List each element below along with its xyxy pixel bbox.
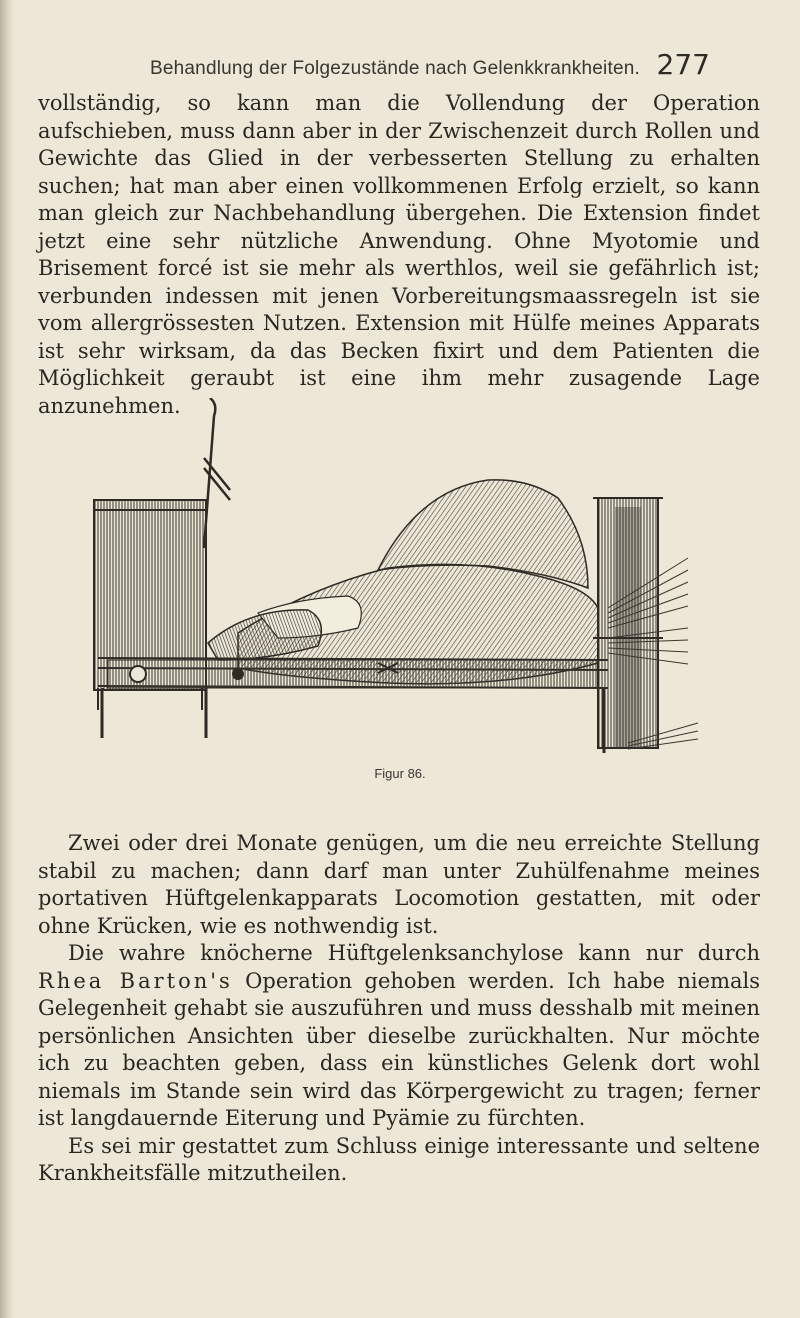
paragraph: Es sei mir gestattet zum Schluss einige interessante und seltene Krankheitsfälle mitzutheilen.: [38, 1133, 760, 1185]
figure-illustration: [88, 398, 708, 766]
paragraph: Zwei oder drei Monate genügen, um die neu erreichte Stellung stabil zu machen; dann darf man unter Zuhülfenahme meines portativen Hüftgelenkapparats Locomotion gestatten, mit oder ohne Krücken, wie es nothwendig ist.: [38, 831, 760, 938]
running-head: Behandlung der Folgezustände nach Gelenkkrankheiten.: [150, 58, 640, 79]
side-rail: [98, 658, 608, 688]
page-edge-shadow: [0, 0, 14, 1318]
paragraph: vollständig, so kann man die Vollendung der Operation aufschieben, muss dann aber in der Zwischenzeit durch Rollen und Gewichte das Glied in der verbesserten Stellung zu erhalten suchen; hat man aber einen vollkommenen Erfolg erzielt, so kann man gleich zur Nachbehandlung übergehen. Die Extension findet jetzt eine sehr nützliche Anwendung. Ohne Myotomie und Brisement forcé ist sie mehr als werthlos, weil sie gefährlich ist; verbunden indessen mit jenen Vorbereitungsmaassregeln ist sie vom allergrössesten Nutzen. Extension mit Hülfe meines Apparats ist sehr wirksam, da das Becken fixirt und dem Patienten die Möglichkeit geraubt ist eine ihm mehr zusagende Lage anzunehmen.: [38, 91, 760, 418]
paragraph: [38, 940, 760, 1133]
bed-legs: [102, 688, 604, 753]
page-number: 277: [656, 48, 710, 81]
text-run: Die wahre knöcherne Hüftgelenksanchylose kann nur durch: [68, 941, 760, 965]
blanket: [208, 480, 598, 684]
figure-caption: Figur 86.: [374, 766, 426, 781]
text-block-bottom: [38, 830, 760, 1188]
extension-rod: [204, 398, 230, 548]
author-name: Rhea Barton's: [38, 968, 233, 993]
page-header: [150, 48, 710, 84]
text-run: Operation gehoben werden. Ich habe niemals Gelegenheit gehabt sie auszuführen und muss desshalb mit meinen persönlichen Ansichten über dieselbe zurückhalten. Nur möchte ich zu beachten geben, dass ein künstliches Gelenk dort wohl niemals im Stande sein wird das Körpergewicht zu tragen; ferner ist langdauernde Eiterung und Pyämie zu fürchten.: [38, 968, 760, 1130]
text-block-top: [38, 90, 760, 420]
bed-apparatus-illustration: [88, 398, 708, 766]
